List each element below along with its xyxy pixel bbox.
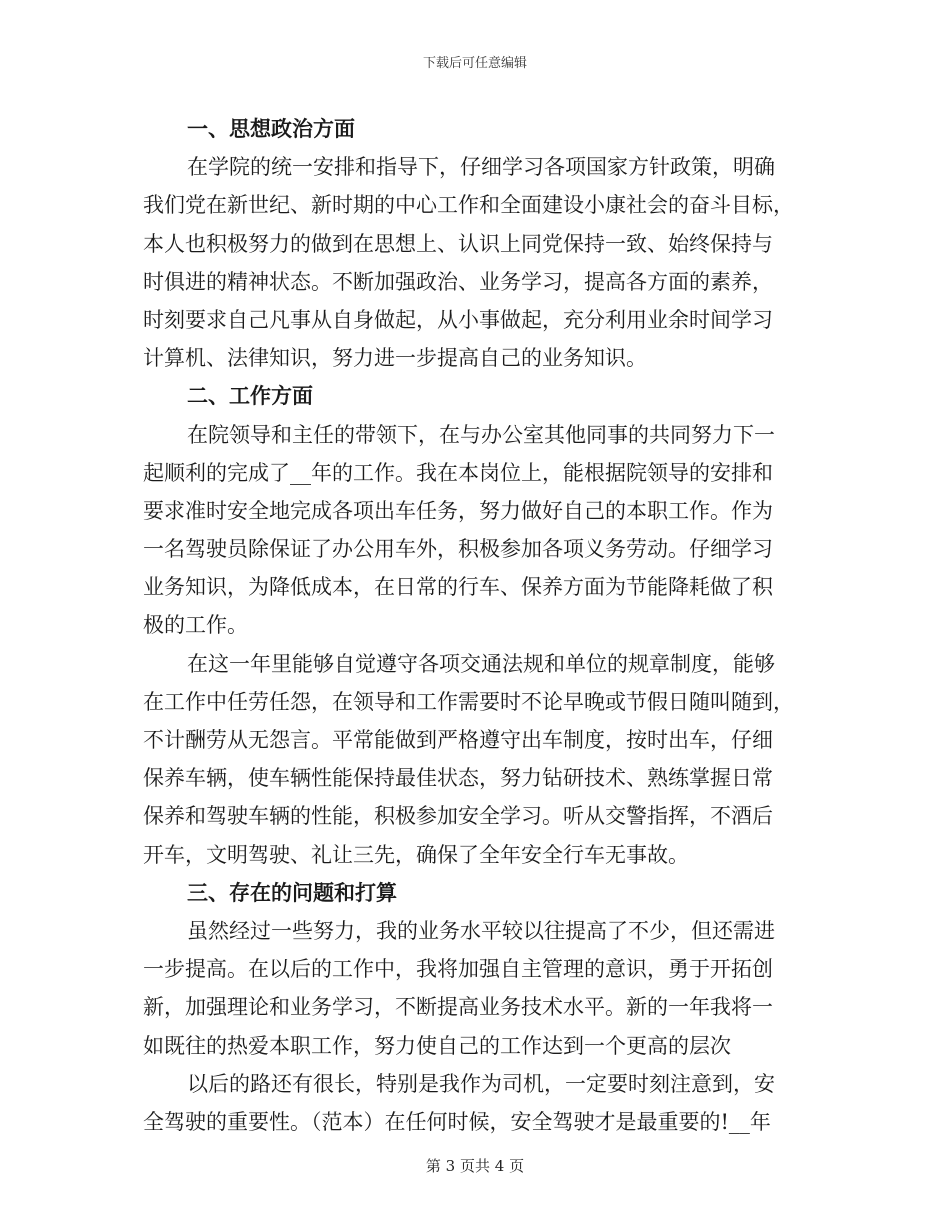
- paragraph-line: 时俱进的精神状态。不断加强政治、业务学习，提高各方面的素养，: [143, 269, 773, 294]
- paragraph-line: 要求准时安全地完成各项出车任务，努力做好自己的本职工作。作为: [143, 498, 773, 523]
- paragraph-line: 保养车辆，使车辆性能保持最佳状态，努力钻研技术、熟练掌握日常: [143, 766, 773, 791]
- section-heading: 一、思想政治方面: [187, 117, 355, 141]
- paragraph-line: 我们党在新世纪、新时期的中心工作和全面建设小康社会的奋斗目标，: [143, 193, 794, 218]
- section-heading: 三、存在的问题和打算: [187, 880, 397, 905]
- page-header: 下载后可任意编辑: [422, 56, 527, 71]
- paragraph-line: 全驾驶的重要性。（范本）在任何时候，安全驾驶才是最重要的!__年: [143, 1109, 771, 1134]
- paragraph-line: 在工作中任劳任怨，在领导和工作需要时不论早晚或节假日随叫随到，: [143, 689, 794, 714]
- paragraph-first-line: 在院领导和主任的带领下，在与办公室其他同事的共同努力下一: [187, 422, 775, 447]
- paragraph-first-line: 在这一年里能够自觉遵守各项交通法规和单位的规章制度，能够: [187, 651, 775, 676]
- paragraph-line: 一名驾驶员除保证了办公用车外，积极参加各项义务劳动。仔细学习: [143, 537, 773, 562]
- paragraph-line: 起顺利的完成了__年的工作。我在本岗位上，能根据院领导的安排和: [143, 460, 773, 485]
- paragraph-line: 极的工作。: [143, 613, 248, 638]
- page-footer: 第 3 页共 4 页: [425, 1157, 525, 1175]
- paragraph-line: 开车，文明驾驶、礼让三先，确保了全年安全行车无事故。: [143, 842, 689, 867]
- paragraph-line: 不计酬劳从无怨言。平常能做到严格遵守出车制度，按时出车，仔细: [143, 728, 773, 752]
- paragraph-line: 一步提高。在以后的工作中，我将加强自主管理的意识，勇于开拓创: [143, 957, 773, 982]
- paragraph-line: 本人也积极努力的做到在思想上、认识上同党保持一致、始终保持与: [143, 231, 773, 256]
- document-body: [143, 110, 803, 1141]
- paragraph-line: 新，加强理论和业务学习，不断提高业务技术水平。新的一年我将一: [143, 995, 773, 1020]
- paragraph-line: 保养和驾驶车辆的性能，积极参加安全学习。听从交警指挥，不酒后: [143, 804, 773, 829]
- paragraph-first-line: 虽然经过一些努力，我的业务水平较以往提高了不少，但还需进: [187, 918, 775, 943]
- section-heading: 二、工作方面: [187, 384, 313, 409]
- paragraph-line: 计算机、法律知识，努力进一步提高自己的业务知识。: [143, 346, 647, 371]
- paragraph-line: 业务知识，为降低成本，在日常的行车、保养方面为节能降耗做了积: [143, 575, 773, 600]
- paragraph-line: 时刻要求自己凡事从自身做起，从小事做起，充分利用业余时间学习: [143, 307, 773, 332]
- paragraph-first-line: 在学院的统一安排和指导下，仔细学习各项国家方针政策，明确: [187, 155, 775, 180]
- paragraph-line: 如既往的热爱本职工作，努力使自己的工作达到一个更高的层次: [143, 1033, 731, 1058]
- paragraph-first-line: 以后的路还有很长，特别是我作为司机，一定要时刻注意到，安: [187, 1071, 775, 1096]
